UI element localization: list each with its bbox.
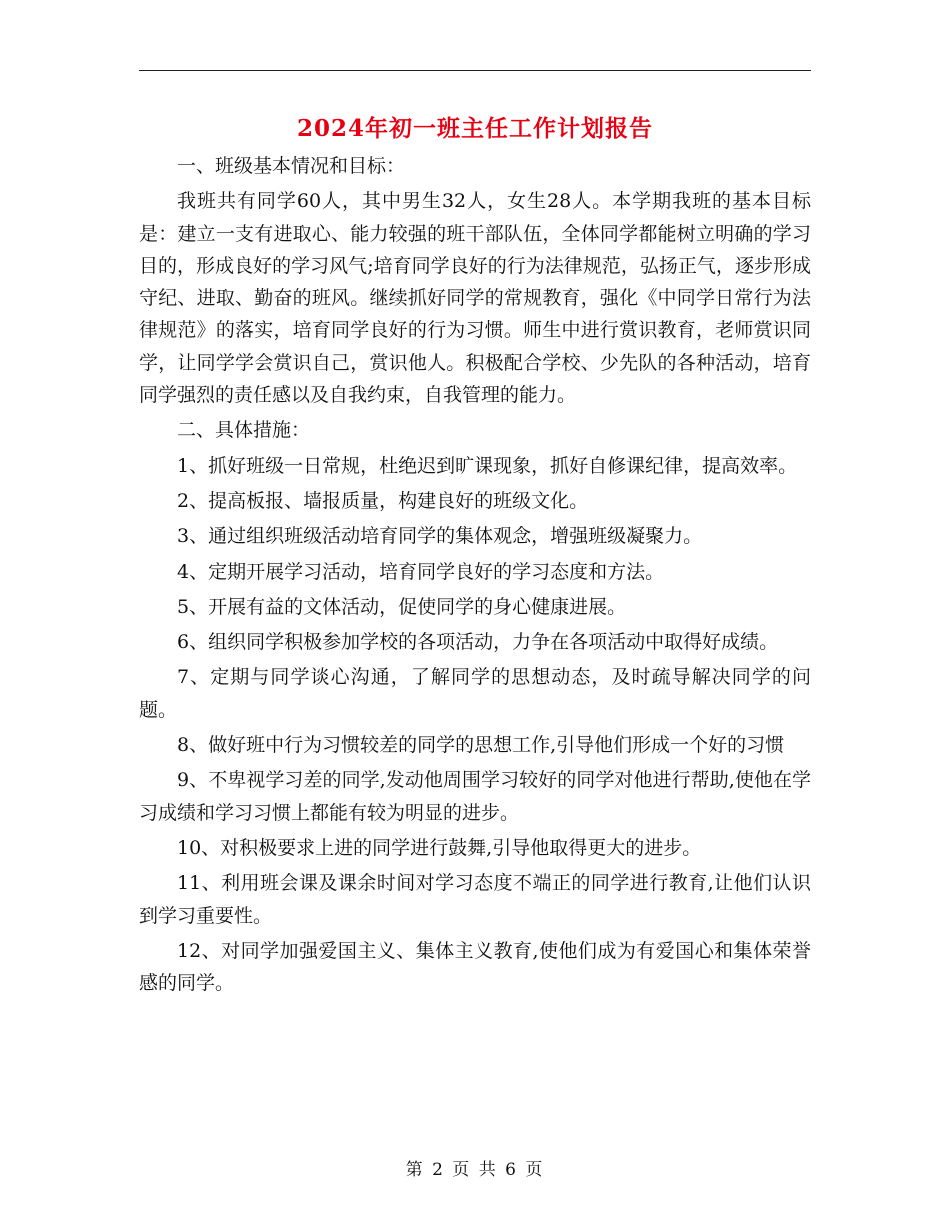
- measure-item-4: 4、定期开展学习活动，培育同学良好的学习态度和方法。: [177, 560, 665, 583]
- section-heading-measures: 二、具体措施：: [177, 419, 311, 442]
- measure-item-10: 10、对积极要求上进的同学进行鼓舞,引导他取得更大的进步。: [177, 836, 702, 859]
- measure-item-5: 5、开展有益的文体活动，促使同学的身心健康进展。: [177, 595, 627, 618]
- measure-item-6: 6、组织同学积极参加学校的各项活动，力争在各项活动中取得好成绩。: [177, 631, 779, 654]
- header-rule: [139, 70, 811, 71]
- measure-item-12: 12、对同学加强爱国主义、集体主义教育,使他们成为有爱国心和集体荣誉感的同学。: [139, 939, 811, 995]
- document-body: [139, 150, 811, 1002]
- paragraph-class-goals: 我班共有同学60人，其中男生32人，女生28人。本学期我班的基本目标是：建立一支有进取心、能力较强的班干部队伍，全体同学都能树立明确的学习目的，形成良好的学习风气;培育同学良好的行为法律规范，弘扬正气，逐步形成守纪、进取、勤奋的班风。继续抓好同学的常规教育，强化《中同学日常行为法律规范》的落实，培育同学良好的行为习惯。师生中进行赏识教育，老师赏识同学，让同学学会赏识自己，赏识他人。积极配合学校、少先队的各种活动，培育同学强烈的责任感以及自我约束，自我管理的能力。: [139, 190, 811, 407]
- measure-item-7: 7、定期与同学谈心沟通，了解同学的思想动态，及时疏导解决同学的问题。: [139, 666, 811, 721]
- measure-item-2: 2、提高板报、墙报质量，构建良好的班级文化。: [177, 489, 589, 512]
- page-number: 第 2 页 共 6 页: [405, 1160, 545, 1180]
- document-title: 2024年初一班主任工作计划报告: [296, 115, 653, 142]
- measure-item-11: 11、利用班会课及课余时间对学习态度不端正的同学进行教育,让他们认识到学习重要性。: [139, 872, 811, 927]
- measure-item-1: 1、抓好班级一日常规，杜绝迟到旷课现象，抓好自修课纪律，提高效率。: [177, 454, 798, 477]
- measure-item-3: 3、通过组织班级活动培育同学的集体观念，增强班级凝聚力。: [177, 525, 703, 548]
- section-heading-basic-info: 一、班级基本情况和目标：: [177, 155, 406, 177]
- measure-item-8: 8、做好班中行为习惯较差的同学的思想工作,引导他们形成一个好的习惯: [177, 734, 785, 757]
- measure-item-9: 9、不卑视学习差的同学,发动他周围学习较好的同学对他进行帮助,使他在学习成绩和学习习惯上都能有较为明显的进步。: [139, 769, 811, 824]
